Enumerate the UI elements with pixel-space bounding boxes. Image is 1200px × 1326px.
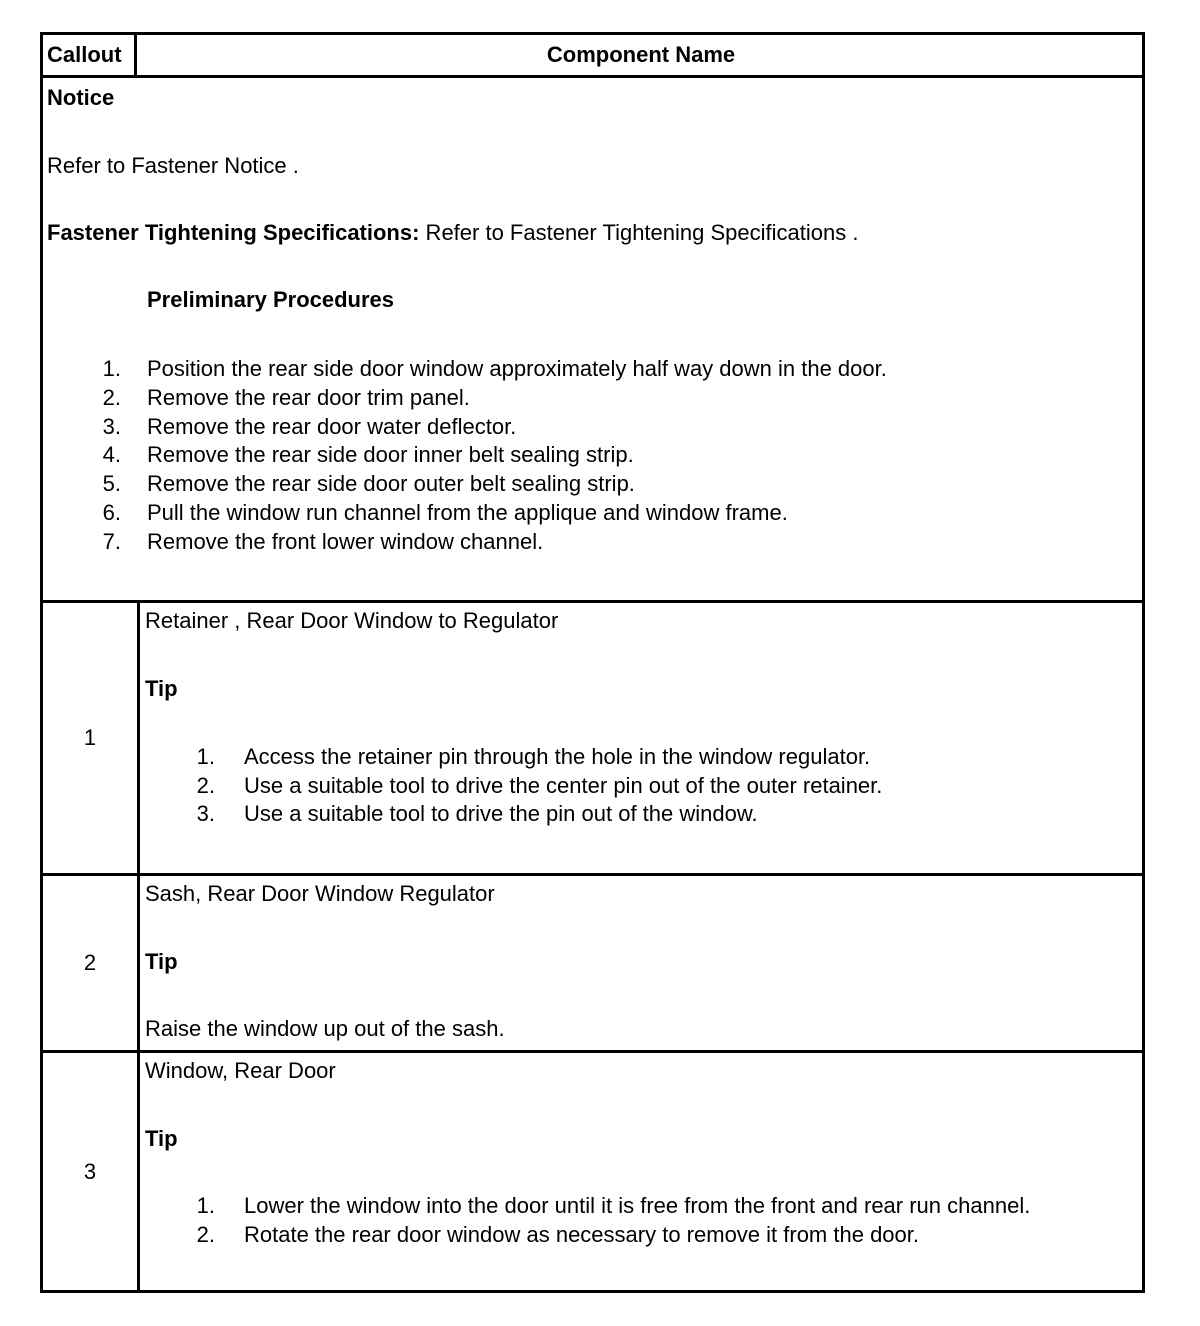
list-item: Access the retainer pin through the hole in the window regulator. <box>244 744 871 769</box>
callout-number: 3 <box>43 1053 140 1290</box>
list-item: Rotate the rear door window as necessary to remove it from the door. <box>244 1222 919 1247</box>
row-body <box>140 1053 1142 1290</box>
tip-text: Raise the window up out of the sash. <box>145 1016 505 1041</box>
list-item: Use a suitable tool to drive the center pin out of the outer retainer. <box>244 773 883 798</box>
list-item: Remove the front lower window channel. <box>147 529 544 554</box>
notice-section <box>43 78 1142 603</box>
step-number: 3. <box>196 801 215 826</box>
fastener-spec-line <box>47 219 858 247</box>
preliminary-procedures-title: Preliminary Procedures <box>147 287 395 312</box>
row-body <box>140 876 1142 1050</box>
list-item: Position the rear side door window approximately half way down in the door. <box>147 356 887 381</box>
table-header <box>43 35 1142 78</box>
procedure-table <box>40 32 1145 1293</box>
tip-label: Tip <box>145 676 178 701</box>
step-number: 5. <box>102 471 121 496</box>
step-number: 2. <box>196 773 215 798</box>
tip-label: Tip <box>145 949 178 974</box>
table-row <box>43 1053 1142 1290</box>
component-name: Retainer , Rear Door Window to Regulator <box>145 608 559 633</box>
callout-number: 2 <box>43 876 140 1050</box>
component-name: Window, Rear Door <box>145 1058 336 1083</box>
notice-title: Notice <box>47 85 115 110</box>
step-number: 1. <box>102 356 121 381</box>
step-number: 3. <box>102 414 121 439</box>
step-number: 4. <box>102 442 121 467</box>
step-number: 1. <box>196 744 215 769</box>
header-component-name: Component Name <box>546 42 736 67</box>
list-item: Remove the rear side door inner belt sealing strip. <box>147 442 634 467</box>
list-item: Use a suitable tool to drive the pin out of the window. <box>244 801 758 826</box>
fastener-notice-text: Refer to Fastener Notice . <box>47 153 299 178</box>
list-item: Remove the rear door trim panel. <box>147 385 470 410</box>
list-item: Lower the window into the door until it is free from the front and rear run channel. <box>244 1193 1031 1218</box>
header-callout: Callout <box>43 35 137 75</box>
table-row <box>43 603 1142 876</box>
step-number: 2. <box>196 1222 215 1247</box>
step-number: 6. <box>102 500 121 525</box>
fastener-spec-text: Refer to Fastener Tightening Specifications . <box>419 220 859 245</box>
component-name: Sash, Rear Door Window Regulator <box>145 881 495 906</box>
table-row <box>43 876 1142 1053</box>
fastener-spec-label: Fastener Tightening Specifications: <box>47 220 420 245</box>
step-number: 2. <box>102 385 121 410</box>
list-item: Remove the rear door water deflector. <box>147 414 517 439</box>
step-number: 7. <box>102 529 121 554</box>
row-body <box>140 603 1142 873</box>
step-number: 1. <box>196 1193 215 1218</box>
callout-number: 1 <box>43 603 140 873</box>
tip-label: Tip <box>145 1126 178 1151</box>
list-item: Remove the rear side door outer belt sealing strip. <box>147 471 635 496</box>
list-item: Pull the window run channel from the applique and window frame. <box>147 500 788 525</box>
